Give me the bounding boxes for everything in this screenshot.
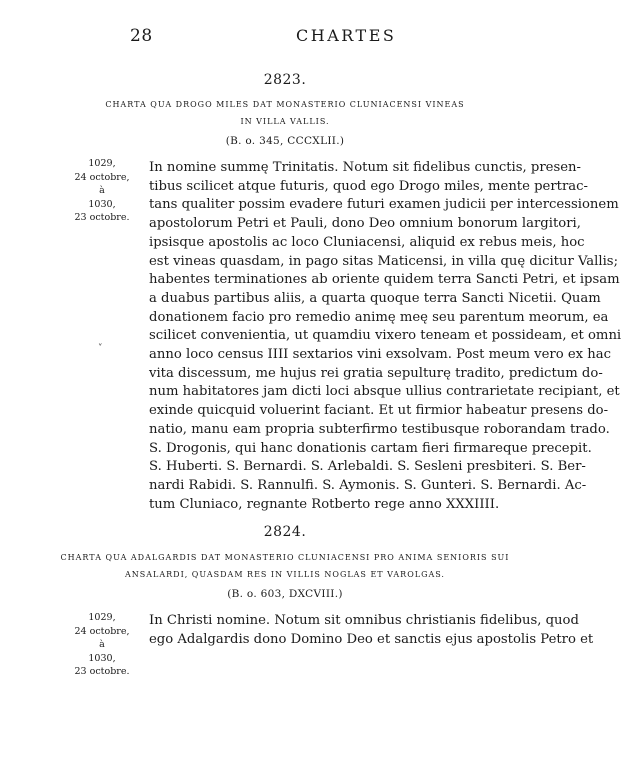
stray-ink-mark: ˅ <box>98 344 103 354</box>
charter-source: (B. o. 345, CCCXLII.) <box>225 135 345 147</box>
text-line: S. Huberti. S. Bernardi. S. Arlebaldi. S. Sesleni presbiteri. S. Ber- <box>149 459 586 475</box>
margin-note-line: 23 octobre. <box>74 666 130 677</box>
margin-date-note <box>64 157 140 225</box>
page-number: 28 <box>130 26 153 46</box>
charter-body-text <box>149 159 621 514</box>
margin-date-note <box>64 611 140 679</box>
text-line: vita discessum, me hujus rei gratia sepulturę tradito, predictum do- <box>149 365 603 381</box>
text-line: est vineas quasdam, in pago sitas Maticensi, in villa quę dicitur Vallis; <box>149 253 619 269</box>
text-line: tibus scilicet atque futuris, quod ego Drogo miles, mente pertrac- <box>149 178 588 194</box>
margin-note-line: 24 octobre, <box>74 625 130 637</box>
text-line: scilicet convenientia, ut quamdiu vixero teneam et possideam, et omni <box>149 328 621 344</box>
margin-note-line: 23 octobre. <box>74 212 130 223</box>
charter-number: 2824. <box>263 524 307 540</box>
charter-body-text <box>149 612 594 649</box>
text-line: natio, manu eam propria subterfirmo testibusque roborandam trado. <box>149 421 610 437</box>
text-line: donationem facio pro remedio animę meę seu parentum meorum, ea <box>149 309 609 325</box>
charter-title-line: CHARTA QUA DROGO MILES DAT MONASTERIO CLUNIACENSI VINEAS <box>105 100 465 109</box>
charter-title-line: IN VILLA VALLIS. <box>240 117 330 126</box>
text-line: num habitatores jam dicti loci absque ullius contrarietate recipiant, et <box>149 384 620 400</box>
text-line: ego Adalgardis dono Domino Deo et sanctis ejus apostolis Petro et <box>149 631 594 647</box>
text-line: a duabus partibus aliis, a quarta quoque terra Sancti Nicetii. Quam <box>149 290 601 306</box>
text-line: tans qualiter possim evadere futuri examen judicii per intercessionem <box>149 197 619 213</box>
text-line: exinde quicquid voluerint faciant. Et ut firmior habeatur presens do- <box>149 403 609 419</box>
text-line: habentes terminationes ab oriente quidem terra Sancti Petri, et ipsam <box>149 272 620 288</box>
charter-source: (B. o. 603, DXCVIII.) <box>227 588 343 600</box>
charter-number: 2823. <box>263 72 307 88</box>
margin-note-line: 1030, <box>88 652 116 664</box>
text-line: tum Cluniaco, regnante Rotberto rege anno XXXIIII. <box>149 496 500 512</box>
charter-title-line: ANSALARDI, QUASDAM RES IN VILLIS NOGLAS ET VAROLGAS. <box>125 570 445 579</box>
margin-note-line: à <box>99 639 105 650</box>
charter-title-line: CHARTA QUA ADALGARDIS DAT MONASTERIO CLUNIACENSI PRO ANIMA SENIORIS SUI <box>60 553 510 562</box>
text-line: In nomine summę Trinitatis. Notum sit fidelibus cunctis, presen- <box>149 160 581 175</box>
margin-note-line: 1030, <box>88 198 116 210</box>
text-line: apostolorum Petri et Pauli, dono Deo omnium bonorum largitori, <box>149 216 581 232</box>
text-line: ipsisque apostolis ac loco Cluniacensi, aliquid ex rebus meis, hoc <box>149 234 585 250</box>
text-line: S. Drogonis, qui hanc donationis cartam fieri firmareque precepit. <box>149 440 592 456</box>
margin-note-line: 24 octobre, <box>74 171 130 183</box>
text-line: nardi Rabidi. S. Rannulfi. S. Aymonis. S. Gunteri. S. Bernardi. Ac- <box>149 477 587 493</box>
text-line: anno loco census IIII sextarios vini exsolvam. Post meum vero ex hac <box>149 347 612 363</box>
margin-note-line: 1029, <box>88 612 116 623</box>
margin-note-line: 1029, <box>88 158 116 169</box>
text-line: In Christi nomine. Notum sit omnibus christianis fidelibus, quod <box>149 613 579 628</box>
margin-note-line: à <box>99 185 105 196</box>
running-head: CHARTES <box>296 26 397 45</box>
